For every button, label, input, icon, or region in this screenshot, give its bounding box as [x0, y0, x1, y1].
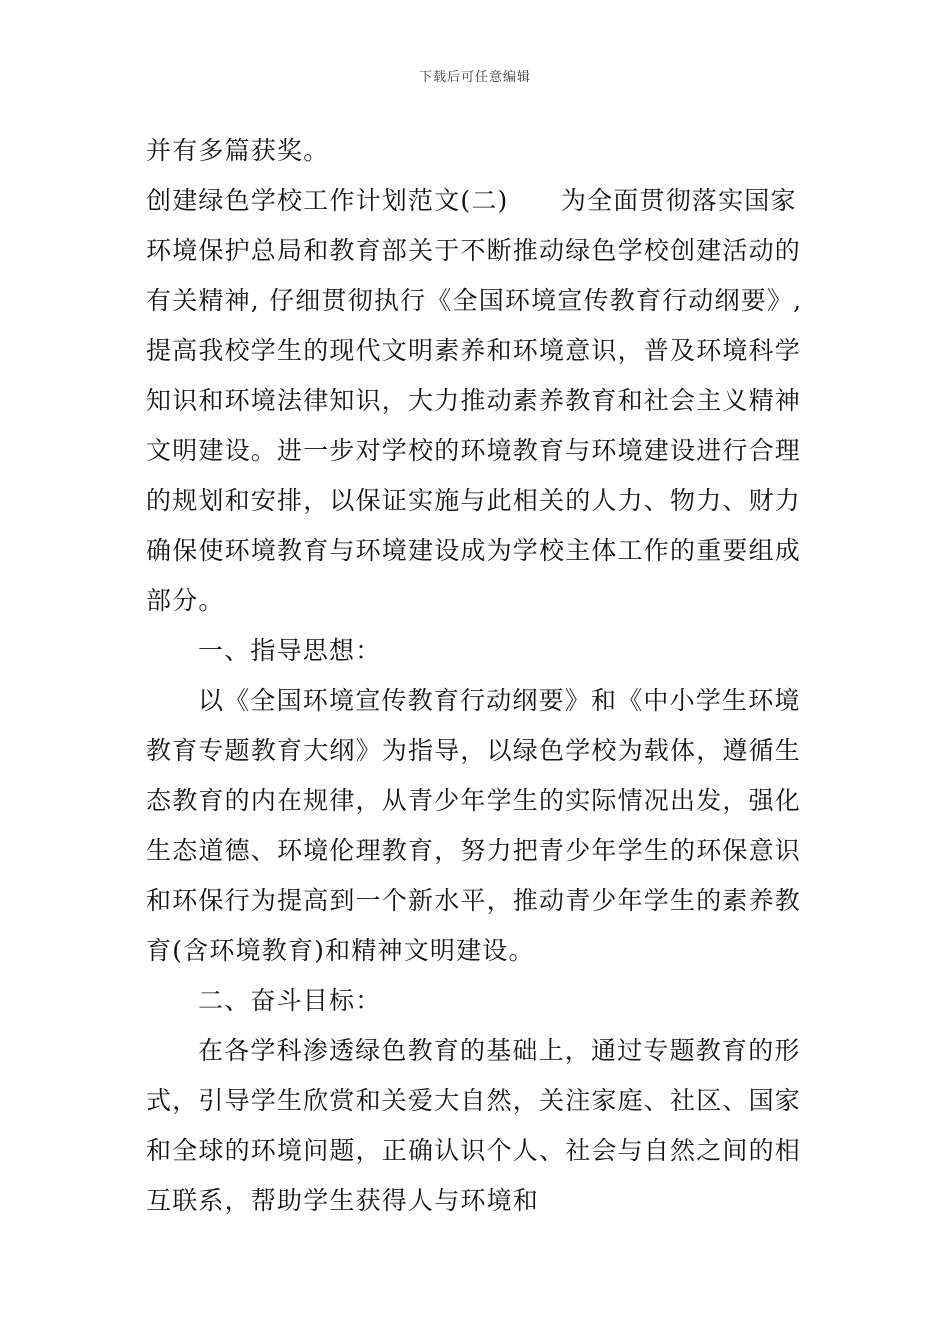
- text-line: 互联系，帮助学生获得人与环境和: [146, 1186, 540, 1215]
- text-line: 教育专题教育大纲》为指导，以绿色学校为载体，遵循生: [146, 736, 802, 765]
- text-line: 有关精神, 仔细贯彻执行《全国环境宣传教育行动纲要》,: [146, 286, 803, 315]
- text-line: 态教育的内在规律，从青少年学生的实际情况出发，强化: [146, 786, 802, 815]
- document-body: [146, 126, 826, 1226]
- text-line: 式，引导学生欣赏和关爱大自然，关注家庭、社区、国家: [146, 1086, 802, 1115]
- paragraph-first-line: 以《全国环境宣传教育行动纲要》和《中小学生环境: [198, 686, 801, 715]
- page-header-note: 下载后可任意编辑: [418, 70, 531, 85]
- text-line: 文明建设。进一步对学校的环境教育与环境建设进行合理: [146, 436, 802, 465]
- text-line: 提高我校学生的现代文明素养和环境意识，普及环境科学: [146, 336, 802, 365]
- text-line: 部分。: [146, 586, 225, 615]
- text-line: 和环保行为提高到一个新水平，推动青少年学生的素养教: [146, 886, 802, 915]
- section-heading-goals: 二、奋斗目标：: [198, 986, 382, 1015]
- text-line: 环境保护总局和教育部关于不断推动绿色学校创建活动的: [146, 236, 802, 265]
- section-heading-guiding-ideology: 一、指导思想：: [198, 636, 382, 665]
- text-line: 确保使环境教育与环境建设成为学校主体工作的重要组成: [146, 536, 802, 565]
- section-title-line: 创建绿色学校工作计划范文(二) 为全面贯彻落实国家: [146, 186, 797, 215]
- text-line: 的规划和安排，以保证实施与此相关的人力、物力、财力: [146, 486, 802, 515]
- paragraph-first-line: 在各学科渗透绿色教育的基础上，通过专题教育的形: [198, 1036, 801, 1065]
- text-line: 和全球的环境问题，正确认识个人、社会与自然之间的相: [146, 1136, 802, 1165]
- text-line: 生态道德、环境伦理教育，努力把青少年学生的环保意识: [146, 836, 802, 865]
- text-line: 并有多篇获奖。: [146, 136, 330, 165]
- text-line: 知识和环境法律知识，大力推动素养教育和社会主义精神: [146, 386, 802, 415]
- text-line: 育(含环境教育)和精神文明建设。: [146, 936, 535, 965]
